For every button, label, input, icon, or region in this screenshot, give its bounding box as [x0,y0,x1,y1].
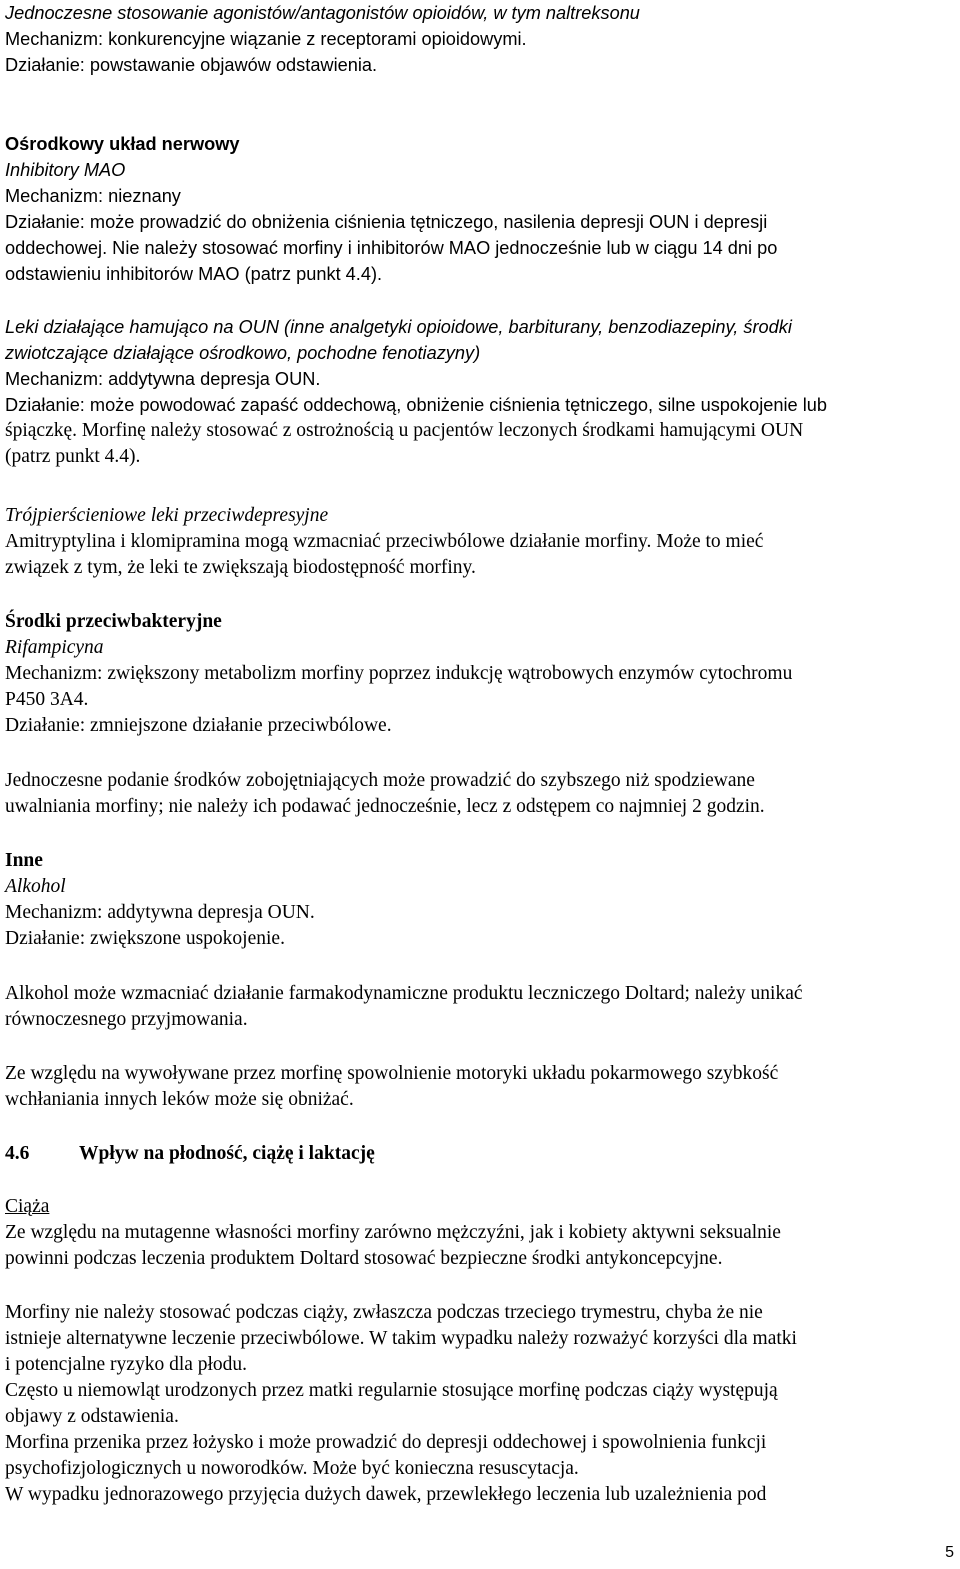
text-line [5,1404,179,1430]
text-line [5,209,767,235]
text-line [5,687,88,713]
text-line [5,529,763,555]
text-content: Mechanizm: konkurencyjne wiązanie z receptorami opioidowymi. [5,29,527,49]
text-content: Działanie: może prowadzić do obniżenia ciśnienia tętniczego, nasilenia depresji OUN i depresji [5,212,768,232]
text-line [5,1194,49,1220]
text-line [5,157,125,183]
text-content: Morfina przenika przez łożysko i może prowadzić do depresji oddechowej i spowolnienia funkcji [5,1432,767,1453]
text-content: Mechanizm: nieznany [5,186,181,206]
text-content: istnieje alternatywne leczenie przeciwbólowe. W takim wypadku należy rozważyć korzyści dla matki [5,1328,797,1349]
text-line [5,794,765,820]
text-content: Jednoczesne podanie środków zobojętniających może prowadzić do szybszego niż spodziewane [5,770,755,791]
text-content: Działanie: zwiększone uspokojenie. [5,928,285,949]
text-line [5,713,392,739]
text-line [5,661,792,687]
text-content: P450 3A4. [5,689,89,710]
text-line [5,768,755,794]
section-heading [5,131,239,157]
text-content: Mechanizm: zwiększony metabolizm morfiny poprzez indukcję wątrobowych enzymów cytochromu [5,663,793,684]
text-content: Działanie: powstawanie objawów odstawienia. [5,55,378,75]
text-line [5,418,803,444]
text-content: Alkohol [5,876,66,897]
section-number: 4.6 [5,1143,30,1164]
text-line [5,1087,354,1113]
text-line [5,1456,579,1482]
text-content: Środki przeciwbakteryjne [5,611,222,632]
text-content: Ze względu na wywoływane przez morfinę spowolnienie motoryki układu pokarmowego szybkość [5,1063,779,1084]
text-line [5,366,320,392]
text-content: równoczesnego przyjmowania. [5,1009,248,1030]
text-line [5,1220,781,1246]
text-content: Morfiny nie należy stosować podczas ciąży, zwłaszcza podczas trzeciego trymestru, chyba że nie [5,1302,763,1323]
text-content: Rifampicyna [5,637,104,658]
text-content: oddechowej. Nie należy stosować morfiny i inhibitorów MAO jednocześnie lub w ciągu 14 dni po [5,238,778,258]
text-line [5,1061,778,1087]
text-line [5,1300,763,1326]
text-line [5,183,181,209]
text-content: Trójpierścieniowe leki przeciwdepresyjne [5,505,329,526]
text-content: śpiączkę. Morfinę należy stosować z ostrożnością u pacjentów leczonych środkami hamującymi OUN [5,420,804,441]
text-line [5,503,328,529]
text-line [5,261,382,287]
text-content: Ze względu na mutagenne własności morfiny zarówno mężczyźni, jak i kobiety aktywni seksualnie [5,1222,781,1243]
text-line [5,1378,778,1404]
text-content: Wpływ na płodność, ciążę i laktację [79,1143,375,1164]
text-content: Często u niemowląt urodzonych przez matki regularnie stosujące morfinę podczas ciąży występują [5,1380,778,1401]
text-content: psychofizjologicznych u noworodków. Może być konieczna resuscytacja. [5,1458,579,1479]
text-content: Mechanizm: addytywna depresja OUN. [5,369,321,389]
text-content: Leki działające hamująco na OUN (inne analgetyki opioidowe, barbiturany, benzodiazepiny, środki [5,317,792,337]
text-line [5,981,803,1007]
text-line [5,314,792,340]
text-content: (patrz punkt 4.4). [5,446,141,467]
text-line [5,340,480,366]
text-line [5,1246,722,1272]
text-line [5,555,476,581]
text-line [5,392,827,418]
text-content: związek z tym, że leki te zwiększają biodostępność morfiny. [5,557,476,578]
text-content: Działanie: może powodować zapaść oddechową, obniżenie ciśnienia tętniczego, silne uspokojenie lub [5,395,827,415]
section-heading [5,848,43,874]
text-content: Jednoczesne stosowanie agonistów/antagonistów opioidów, w tym naltreksonu [5,3,640,23]
text-line [5,1482,766,1508]
text-content: i potencjalne ryzyko dla płodu. [5,1354,248,1375]
text-content: Mechanizm: addytywna depresja OUN. [5,902,315,923]
text-line [5,874,66,900]
text-line [5,1352,247,1378]
section-heading [5,609,222,635]
text-content: Działanie: zmniejszone działanie przeciwbólowe. [5,715,392,736]
text-content: wchłaniania innych leków może się obniżać. [5,1089,354,1110]
text-line [5,235,777,261]
text-content: Inhibitory MAO [5,160,126,180]
text-content: powinni podczas leczenia produktem Doltard stosować bezpieczne środki antykoncepcyjne. [5,1248,723,1269]
text-line [5,926,285,952]
text-content: Amitryptylina i klomipramina mogą wzmacniać przeciwbólowe działanie morfiny. Może to mieć [5,531,764,552]
page-number: 5 [945,1544,954,1561]
text-line [5,1007,248,1033]
text-line [5,444,140,470]
text-content: Ciąża [5,1196,50,1217]
text-content: uwalniania morfiny; nie należy ich podawać jednocześnie, lecz z odstępem co najmniej 2 godzin. [5,796,765,817]
text-content: Inne [5,850,43,871]
text-content: zwiotczające działające ośrodkowo, pochodne fenotiazyny) [5,343,481,363]
text-line [5,900,315,926]
text-content: Alkohol może wzmacniać działanie farmakodynamiczne produktu leczniczego Doltard; należy unikać [5,983,803,1004]
text-line [5,1326,797,1352]
text-line [5,1430,766,1456]
text-content: odstawieniu inhibitorów MAO (patrz punkt 4.4). [5,264,383,284]
text-line [5,52,377,78]
section-heading [5,1141,375,1167]
text-content: W wypadku jednorazowego przyjęcia dużych dawek, przewlekłego leczenia lub uzależnienia pod [5,1484,767,1505]
text-content: objawy z odstawienia. [5,1406,179,1427]
text-line [5,635,104,661]
text-line [5,0,640,26]
text-content: Ośrodkowy układ nerwowy [5,134,240,154]
text-line [5,26,527,52]
